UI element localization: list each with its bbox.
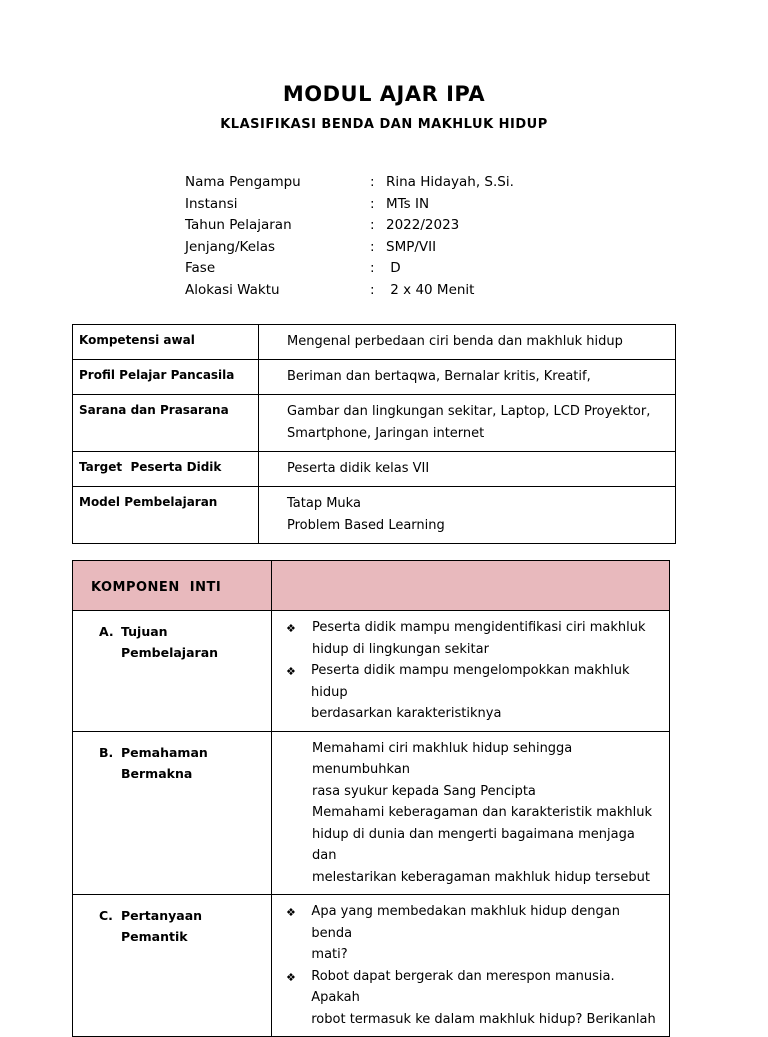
info-colon: : bbox=[370, 260, 375, 276]
table-row bbox=[73, 452, 676, 487]
bullet-line: Robot dapat bergerak dan merespon manusia. Apakah bbox=[311, 968, 615, 1005]
table-row bbox=[73, 487, 676, 544]
row-key: Kompetensi awal bbox=[73, 325, 259, 360]
info-colon: : bbox=[370, 174, 375, 190]
bullet-line: mati? bbox=[311, 947, 348, 962]
komponen-header-row bbox=[73, 561, 670, 611]
row-key: Model Pembelajaran bbox=[73, 487, 259, 544]
row-value bbox=[259, 395, 676, 452]
info-colon: : bbox=[370, 195, 375, 212]
paragraph-line: hidup di dunia dan mengerti bagaimana menjaga dan bbox=[312, 826, 635, 863]
general-info-table bbox=[72, 324, 676, 544]
table-row bbox=[73, 325, 676, 360]
section-title bbox=[73, 731, 272, 895]
bullet-line: berdasarkan karakteristiknya bbox=[311, 706, 502, 721]
info-colon: : bbox=[370, 238, 375, 255]
section-title-line: Tujuan bbox=[121, 624, 168, 639]
section-content bbox=[272, 611, 670, 732]
info-value: 2 x 40 Menit bbox=[386, 281, 475, 298]
bullet-line: Peserta didik mampu mengelompokkan makhluk hidup bbox=[311, 663, 630, 700]
bullet-item bbox=[286, 660, 657, 725]
diamond-bullet-icon: ❖ bbox=[286, 906, 296, 919]
komponen-header-empty bbox=[272, 561, 670, 611]
row-value bbox=[259, 325, 676, 360]
section-title bbox=[73, 895, 272, 1037]
bullet-item bbox=[286, 966, 657, 1031]
value-line: Beriman dan bertaqwa, Bernalar kritis, Kreatif, bbox=[287, 369, 591, 384]
info-label: Jenjang/Kelas bbox=[185, 238, 276, 255]
value-line: Smartphone, Jaringan internet bbox=[287, 426, 485, 441]
row-value bbox=[259, 452, 676, 487]
info-row-jenjang-kelas bbox=[185, 237, 514, 259]
info-row-alokasi-waktu bbox=[185, 280, 514, 302]
row-key: Sarana dan Prasarana bbox=[73, 395, 259, 452]
info-value: SMP/VII bbox=[386, 238, 437, 255]
info-row-instansi bbox=[185, 194, 514, 216]
section-title-line: Pemahaman bbox=[121, 744, 208, 760]
info-row-tahun-pelajaran bbox=[185, 215, 514, 237]
value-line: Problem Based Learning bbox=[287, 518, 445, 533]
bullet-item bbox=[286, 617, 657, 660]
value-line: Tatap Muka bbox=[287, 496, 361, 511]
info-label: Tahun Pelajaran bbox=[185, 217, 292, 233]
bullet-line: hidup di lingkungan sekitar bbox=[312, 641, 489, 657]
info-value: MTs IN bbox=[386, 195, 430, 212]
komponen-inti-table bbox=[72, 560, 670, 1037]
section-title-line: Pertanyaan bbox=[121, 908, 203, 923]
section-title-line: Pemantik bbox=[121, 929, 188, 944]
paragraph-line: melestarikan keberagaman makhluk hidup tersebut bbox=[312, 869, 650, 885]
komponen-heading: KOMPONEN INTI bbox=[73, 561, 272, 611]
section-row-tujuan bbox=[73, 611, 670, 732]
row-value bbox=[259, 360, 676, 395]
value-line: Mengenal perbedaan ciri benda dan makhluk hidup bbox=[287, 334, 623, 349]
info-value: 2022/2023 bbox=[386, 217, 460, 233]
bullet-line: robot termasuk ke dalam makhluk hidup? Berikanlah bbox=[311, 1011, 656, 1027]
table-row bbox=[73, 360, 676, 395]
bullet-line: Apa yang membedakan makhluk hidup dengan benda bbox=[311, 904, 620, 941]
row-key: Profil Pelajar Pancasila bbox=[73, 360, 259, 395]
info-value: Rina Hidayah, S.Si. bbox=[386, 174, 514, 190]
identity-block bbox=[185, 172, 514, 301]
info-colon: : bbox=[370, 281, 375, 298]
section-number: A. bbox=[99, 624, 114, 639]
section-title-line: Pembelajaran bbox=[121, 645, 219, 660]
info-label: Instansi bbox=[185, 195, 238, 212]
value-line: Peserta didik kelas VII bbox=[287, 461, 430, 476]
section-row-pemahaman bbox=[73, 731, 670, 895]
section-title-line: Bermakna bbox=[121, 765, 193, 781]
info-row-fase bbox=[185, 258, 514, 280]
diamond-bullet-icon: ❖ bbox=[286, 665, 296, 678]
diamond-bullet-icon: ❖ bbox=[286, 622, 296, 635]
paragraph-line: Memahami keberagaman dan karakteristik makhluk bbox=[312, 805, 652, 820]
section-title bbox=[73, 611, 272, 732]
section-content bbox=[272, 895, 670, 1037]
section-number: B. bbox=[99, 744, 114, 760]
value-line: Gambar dan lingkungan sekitar, Laptop, LCD Proyektor, bbox=[287, 404, 651, 419]
section-row-pertanyaan bbox=[73, 895, 670, 1037]
bullet-line: Peserta didik mampu mengidentifikasi ciri makhluk bbox=[312, 620, 646, 635]
diamond-bullet-icon: ❖ bbox=[286, 970, 296, 984]
info-colon: : bbox=[370, 217, 375, 233]
info-label: Fase bbox=[185, 260, 216, 276]
info-row-nama-pengampu bbox=[185, 172, 514, 194]
info-label: Nama Pengampu bbox=[185, 174, 301, 190]
info-value: D bbox=[386, 260, 401, 276]
section-content bbox=[272, 731, 670, 895]
paragraph-line: Memahami ciri makhluk hidup sehingga menumbuhkan bbox=[312, 740, 573, 777]
table-row bbox=[73, 395, 676, 452]
section-number: C. bbox=[99, 908, 113, 923]
info-label: Alokasi Waktu bbox=[185, 281, 280, 298]
row-value bbox=[259, 487, 676, 544]
paragraph-line: rasa syukur kepada Sang Pencipta bbox=[312, 783, 536, 799]
row-key: Target Peserta Didik bbox=[73, 452, 259, 487]
document-subtitle: KLASIFIKASI BENDA DAN MAKHLUK HIDUP bbox=[220, 117, 548, 132]
document-title: MODUL AJAR IPA bbox=[282, 82, 486, 106]
bullet-item bbox=[286, 901, 657, 966]
